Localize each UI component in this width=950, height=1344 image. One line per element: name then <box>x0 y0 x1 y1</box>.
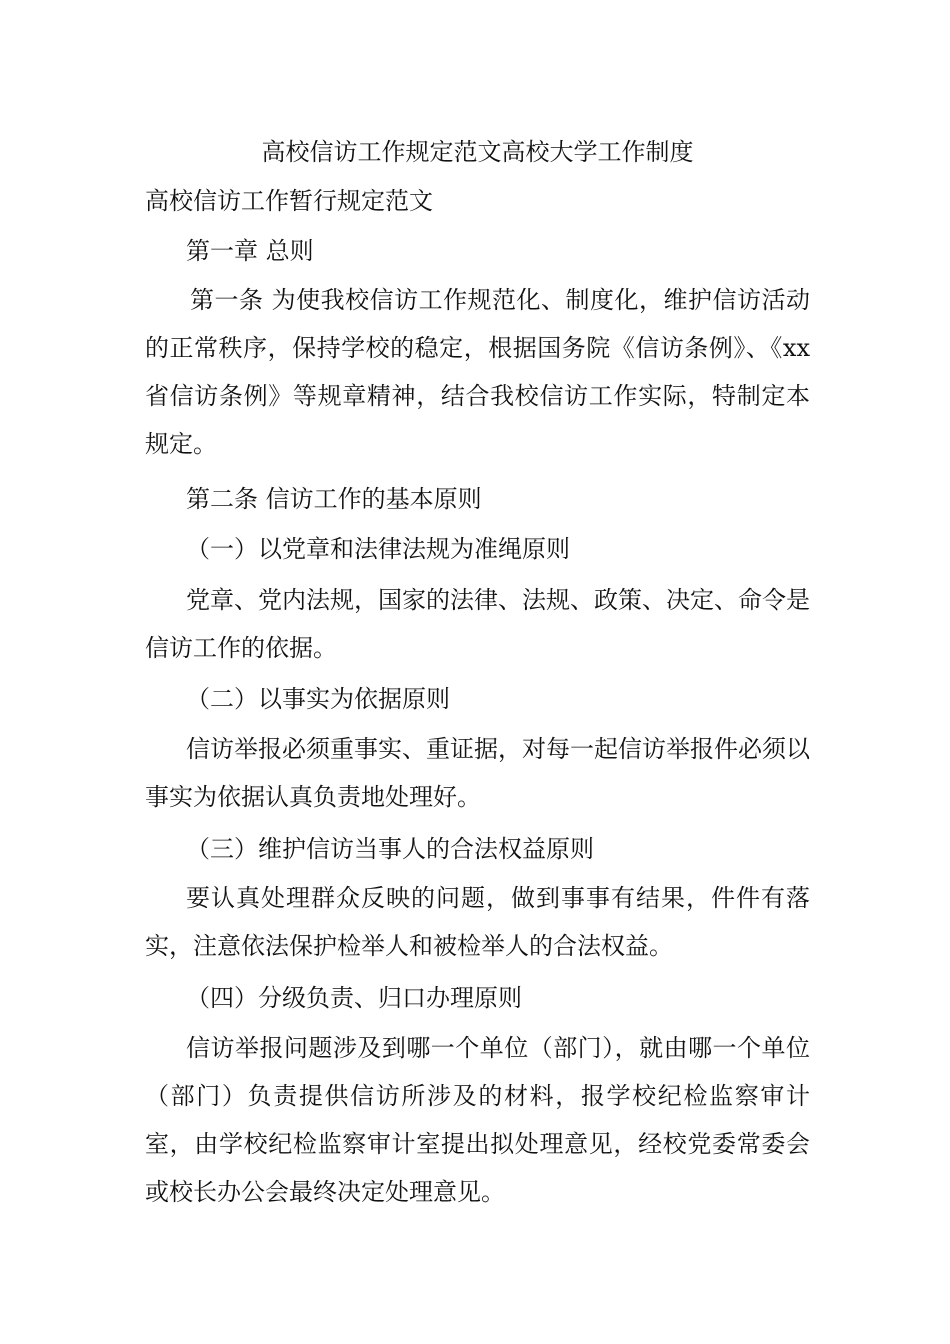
principle-1-heading: （一）以党章和法律法规为准绳原则 <box>186 535 570 563</box>
article-1-paragraph: 第一条 为使我校信访工作规范化、制度化，维护信访活动的正常秩序，保持学校的稳定，根据国务院《信访条例》、《xx省信访条例》等规章精神，结合我校信访工作实际，特制定本规定。 <box>145 286 810 458</box>
document-subtitle: 高校信访工作暂行规定范文 <box>145 187 433 215</box>
article-2-heading: 第二条 信访工作的基本原则 <box>186 485 482 513</box>
principle-1-paragraph: 党章、党内法规，国家的法律、法规、政策、决定、命令是信访工作的依据。 <box>145 586 810 662</box>
principle-3-heading: （三）维护信访当事人的合法权益原则 <box>186 835 594 863</box>
principle-2-heading: （二）以事实为依据原则 <box>186 685 450 713</box>
principle-4-heading: （四）分级负责、归口办理原则 <box>186 984 522 1012</box>
chapter-heading: 第一章 总则 <box>186 237 314 265</box>
principle-4-paragraph: 信访举报问题涉及到哪一个单位（部门），就由哪一个单位（部门）负责提供信访所涉及的材料，报学校纪检监察审计室，由学校纪检监察审计室提出拟处理意见，经校党委常委会或校长办公会最终决定处理意见。 <box>145 1034 810 1206</box>
principle-3-paragraph: 要认真处理群众反映的问题，做到事事有结果，件件有落实，注意依法保护检举人和被检举人的合法权益。 <box>145 884 810 960</box>
principle-2-paragraph: 信访举报必须重事实、重证据，对每一起信访举报件必须以事实为依据认真负责地处理好。 <box>145 735 810 811</box>
document-title: 高校信访工作规定范文高校大学工作制度 <box>261 138 694 166</box>
